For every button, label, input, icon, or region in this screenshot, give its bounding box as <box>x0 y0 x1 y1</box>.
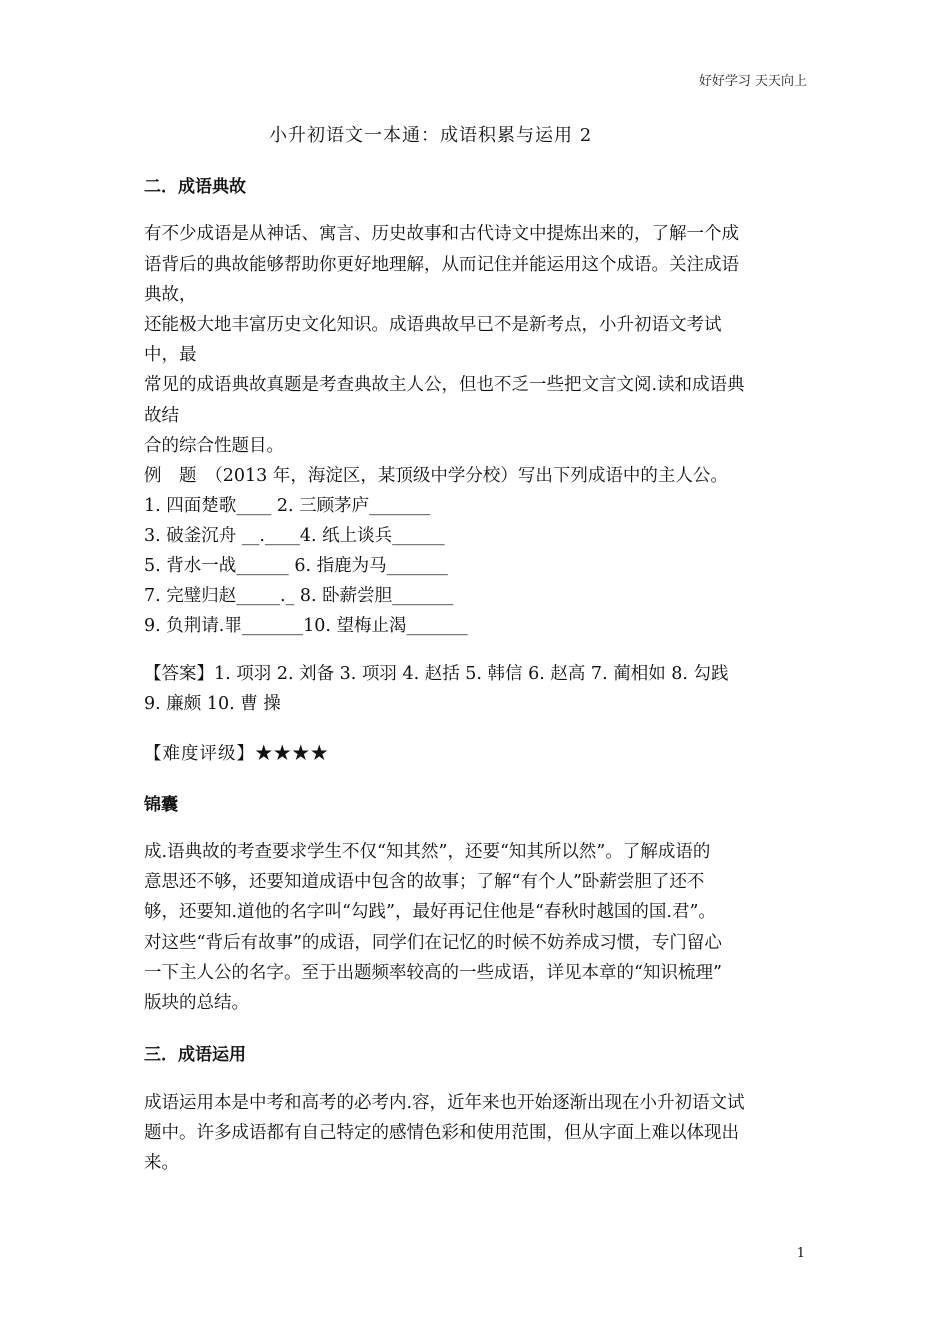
exercise-item: 7. 完璧归赵_____._ 8. 卧薪尝胆_______ <box>144 586 454 606</box>
paragraph-line: 成语运用本是中考和高考的必考内.容，近年来也开始逐渐出现在小升初语文试 <box>144 1093 745 1113</box>
paragraph-line: 够，还要知.道他的名字叫“勾践”，最好再记住他是“春秋时越国的国.君”。 <box>144 902 716 922</box>
paragraph-line: 来。 <box>144 1153 179 1173</box>
paragraph-line: 还能极大地丰富历史文化知识。成语典故早已不是新考点，小升初语文考试 <box>144 315 722 335</box>
paragraph-line: 成.语典故的考查要求学生不仅“知其然”，还要“知其所以然”。了解成语的 <box>144 842 711 862</box>
paragraph-line: 一下主人公的名字。至于出题频率较高的一些成语，详见本章的“知识梳理” <box>144 963 722 983</box>
paragraph-line: 对这些“背后有故事”的成语，同学们在记忆的时候不妨养成习惯，专门留心 <box>144 933 722 953</box>
paragraph-line: 常见的成语典故真题是考查典故主人公，但也不乏一些把文言文阅.读和成语典 <box>144 375 745 395</box>
paragraph-line: 语背后的典故能够帮助你更好地理解，从而记住并能运用这个成语。关注成语 <box>144 255 739 275</box>
page-header: 好好学习 天天向上 <box>698 74 807 89</box>
paragraph-line: 版块的总结。 <box>144 993 249 1013</box>
paragraph-line: 合的综合性题目。 <box>144 436 284 456</box>
example-question: 例 题 （2013 年，海淀区，某顶级中学分校）写出下列成语中的主人公。 <box>144 466 728 486</box>
section-heading-usage: 三．成语运用 <box>144 1045 246 1065</box>
answer-line: 【答案】1. 项羽 2. 刘备 3. 项羽 4. 赵括 5. 韩信 6. 赵高 7. 蔺相如 8. 勾践 <box>144 664 729 684</box>
exercise-item: 9. 负荆请.罪_______10. 望梅止渴_______ <box>144 616 468 636</box>
paragraph-line: 有不少成语是从神话、寓言、历史故事和古代诗文中提炼出来的，了解一个成 <box>144 224 739 244</box>
paragraph-line: 题中。许多成语都有自己特定的感情色彩和使用范围，但从字面上难以体现出 <box>144 1123 739 1143</box>
exercise-item: 3. 破釜沉舟 __.____4. 纸上谈兵______ <box>144 526 445 546</box>
section-heading-allusion: 二．成语典故 <box>144 177 246 197</box>
paragraph-line: 典故， <box>144 285 197 305</box>
exercise-item: 1. 四面楚歌____ 2. 三顾茅庐_______ <box>144 496 431 516</box>
document-title: 小升初语文一本通：成语积累与运用 2 <box>269 125 593 146</box>
paragraph-line: 意思还不够，还要知道成语中包含的故事；了解“有个人”卧薪尝胆了还不 <box>144 872 705 892</box>
exercise-item: 5. 背水一战______ 6. 指鹿为马_______ <box>144 556 448 576</box>
answer-line: 9. 廉颇 10. 曹 操 <box>144 694 281 714</box>
difficulty-rating: 【难度评级】★★★★ <box>144 744 329 764</box>
paragraph-line: 故结 <box>144 406 179 426</box>
paragraph-line: 中，最 <box>144 345 197 365</box>
section-heading-tips: 锦囊 <box>144 795 178 815</box>
page-number: 1 <box>796 1246 805 1261</box>
